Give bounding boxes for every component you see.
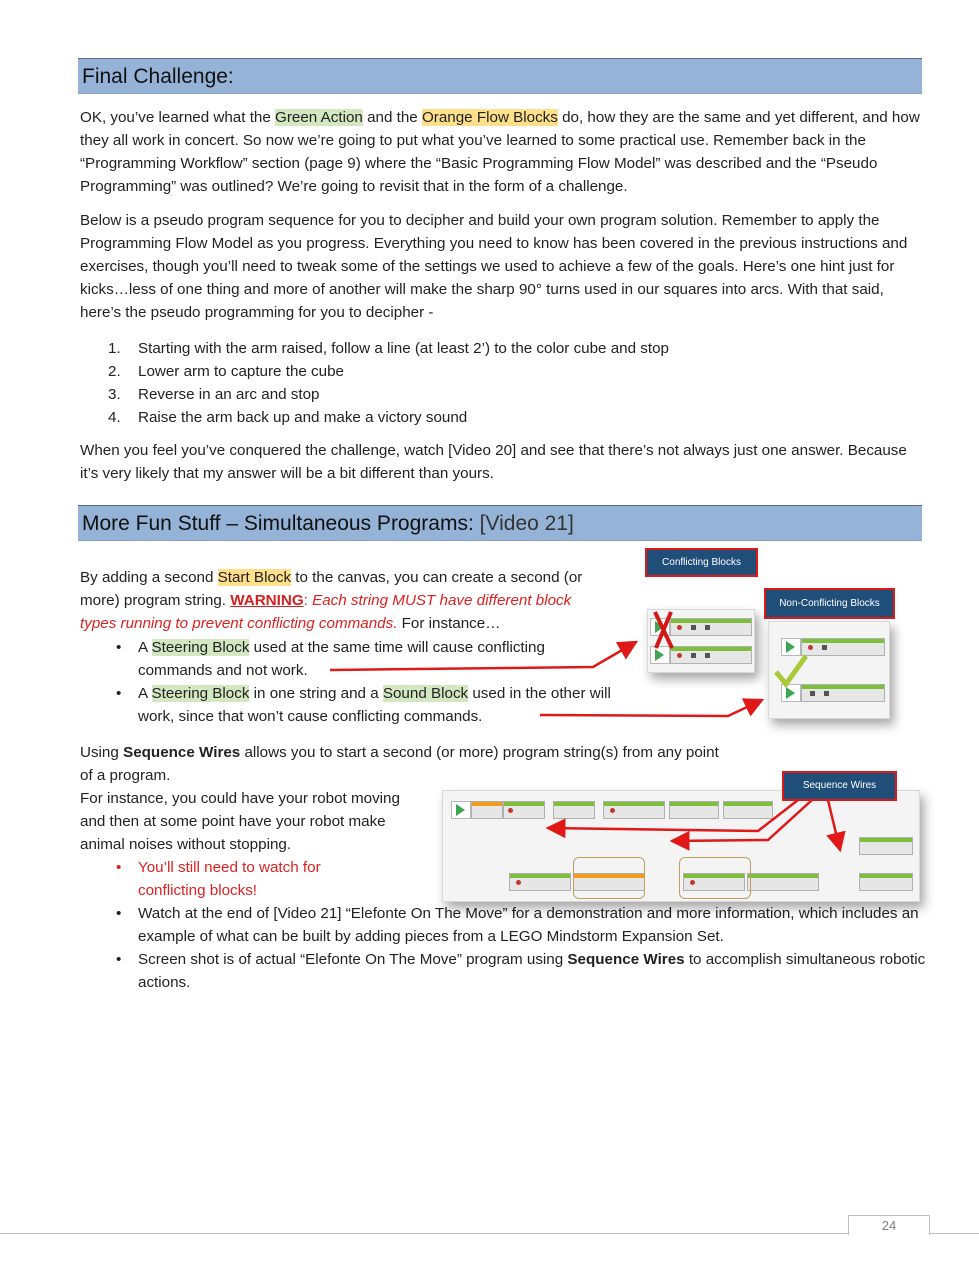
- step-number: 1.: [108, 340, 121, 357]
- text-run: By adding a second: [80, 569, 218, 586]
- orange-flow-highlight: Orange Flow Blocks: [421, 109, 558, 126]
- text-run: For instance…: [397, 615, 501, 632]
- warning-text: Each string MUST have different block types running to prevent conflicting commands.: [80, 592, 572, 632]
- warning-label: WARNING: [230, 592, 304, 609]
- steering-block-highlight: Steering Block: [151, 639, 250, 656]
- simultaneous-title: More Fun Stuff – Simultaneous Programs:: [82, 512, 474, 535]
- green-action-highlight: Green Action: [275, 109, 363, 126]
- conclusion-paragraph: When you feel you’ve conquered the challenge, watch [Video 20] and see that there’s not always just one answer. Because it’s very likely that my answer will be a bit different than yours.: [80, 442, 907, 482]
- step-number: 3.: [108, 386, 121, 403]
- text-run: to the canvas, you can create a second (or more) program string.: [80, 569, 583, 609]
- step-text: Starting with the arm raised, follow a line (at least 2’) to the color cube and stop: [138, 340, 669, 357]
- step-number: 4.: [108, 409, 121, 426]
- text-run: Screen shot is of actual “Elefonte On The Move” program using: [138, 951, 568, 968]
- final-challenge-title: Final Challenge:: [82, 65, 234, 88]
- arrow-sequence-1: [548, 800, 798, 831]
- arrow-non-conflicting: [540, 700, 762, 716]
- video-reference: [Video 21]: [473, 512, 574, 535]
- step-number: 2.: [108, 363, 121, 380]
- text-run: A: [138, 639, 152, 656]
- step-text: Lower arm to capture the cube: [138, 363, 344, 380]
- non-conflicting-blocks-callout: Non-Conflicting Blocks: [764, 588, 895, 619]
- check-mark-icon: [776, 656, 806, 684]
- text-run: in one string and a: [249, 685, 383, 702]
- arrow-conflicting: [330, 642, 636, 670]
- steering-block-highlight: Steering Block: [151, 685, 250, 702]
- bullet-watch-conflicts: • You’ll still need to watch for conflicting blocks!: [108, 856, 368, 902]
- text-run: Using: [80, 744, 124, 761]
- step-text: Raise the arm back up and make a victory sound: [138, 409, 468, 426]
- sequence-wires-bold: Sequence Wires: [123, 744, 241, 761]
- text-run: A: [138, 685, 152, 702]
- start-block-highlight: Start Block: [217, 569, 292, 586]
- sound-block-highlight: Sound Block: [382, 685, 469, 702]
- sequence-wires-callout: Sequence Wires: [782, 771, 897, 801]
- text-run: allows you to start a second (or more) program string(s) from any point of a program.: [80, 744, 719, 784]
- sequence-wires-bold: Sequence Wires: [567, 951, 685, 968]
- pseudo-program-paragraph: Below is a pseudo program sequence for you to decipher and build your own program solution. Remember to apply the Programming Flow Model as you progress. Everything you need to know has been covered in the previous instructions and exercises, though you’ll need to tweak some of the settings we used to achieve a few of the goals. Here’s one hint just for kicks…less of one thing and more of another will make the sharp 90° turns used in our squares into arcs. With that said, here’s the pseudo programming for you to decipher -: [80, 212, 908, 321]
- page-number: 24: [848, 1215, 930, 1235]
- text-run: to accomplish simultaneous robotic actions.: [138, 951, 926, 991]
- arrow-sequence-3: [828, 800, 840, 850]
- text-run: used in the other will work, since that won’t cause conflicting commands.: [138, 685, 611, 725]
- footer-rule: [0, 1233, 979, 1234]
- text-run: used at the same time will cause conflicting commands and not work.: [138, 639, 545, 679]
- text-run: and the: [362, 109, 422, 126]
- text-run: OK, you’ve learned what the: [80, 109, 276, 126]
- conflicting-blocks-callout: Conflicting Blocks: [645, 548, 758, 577]
- text-run: do, how they are the same and yet different, and how they all work in concert. So now we’re going to put what you’ve learned to some practical use. Remember back in the “Programming Workflow” section (page 9) where the “Basic Programming Flow Model” was described and the “Pseudo Programming” was outlined? We’re going to revisit that in the form of a challenge.: [80, 109, 920, 195]
- robot-example-paragraph: For instance, you could have your robot moving and then at some point have your robot make animal noises without stopping.: [80, 790, 400, 853]
- x-mark-icon: [655, 612, 672, 648]
- step-text: Reverse in an arc and stop: [138, 386, 320, 403]
- text-run: • Watch at the end of [Video 21] “Elefonte On The Move” for a demonstration and more information, which includes an example of what can be built by adding pieces from a LEGO Mindstorm Expansion Set.: [138, 905, 919, 945]
- text-run: :: [303, 592, 313, 609]
